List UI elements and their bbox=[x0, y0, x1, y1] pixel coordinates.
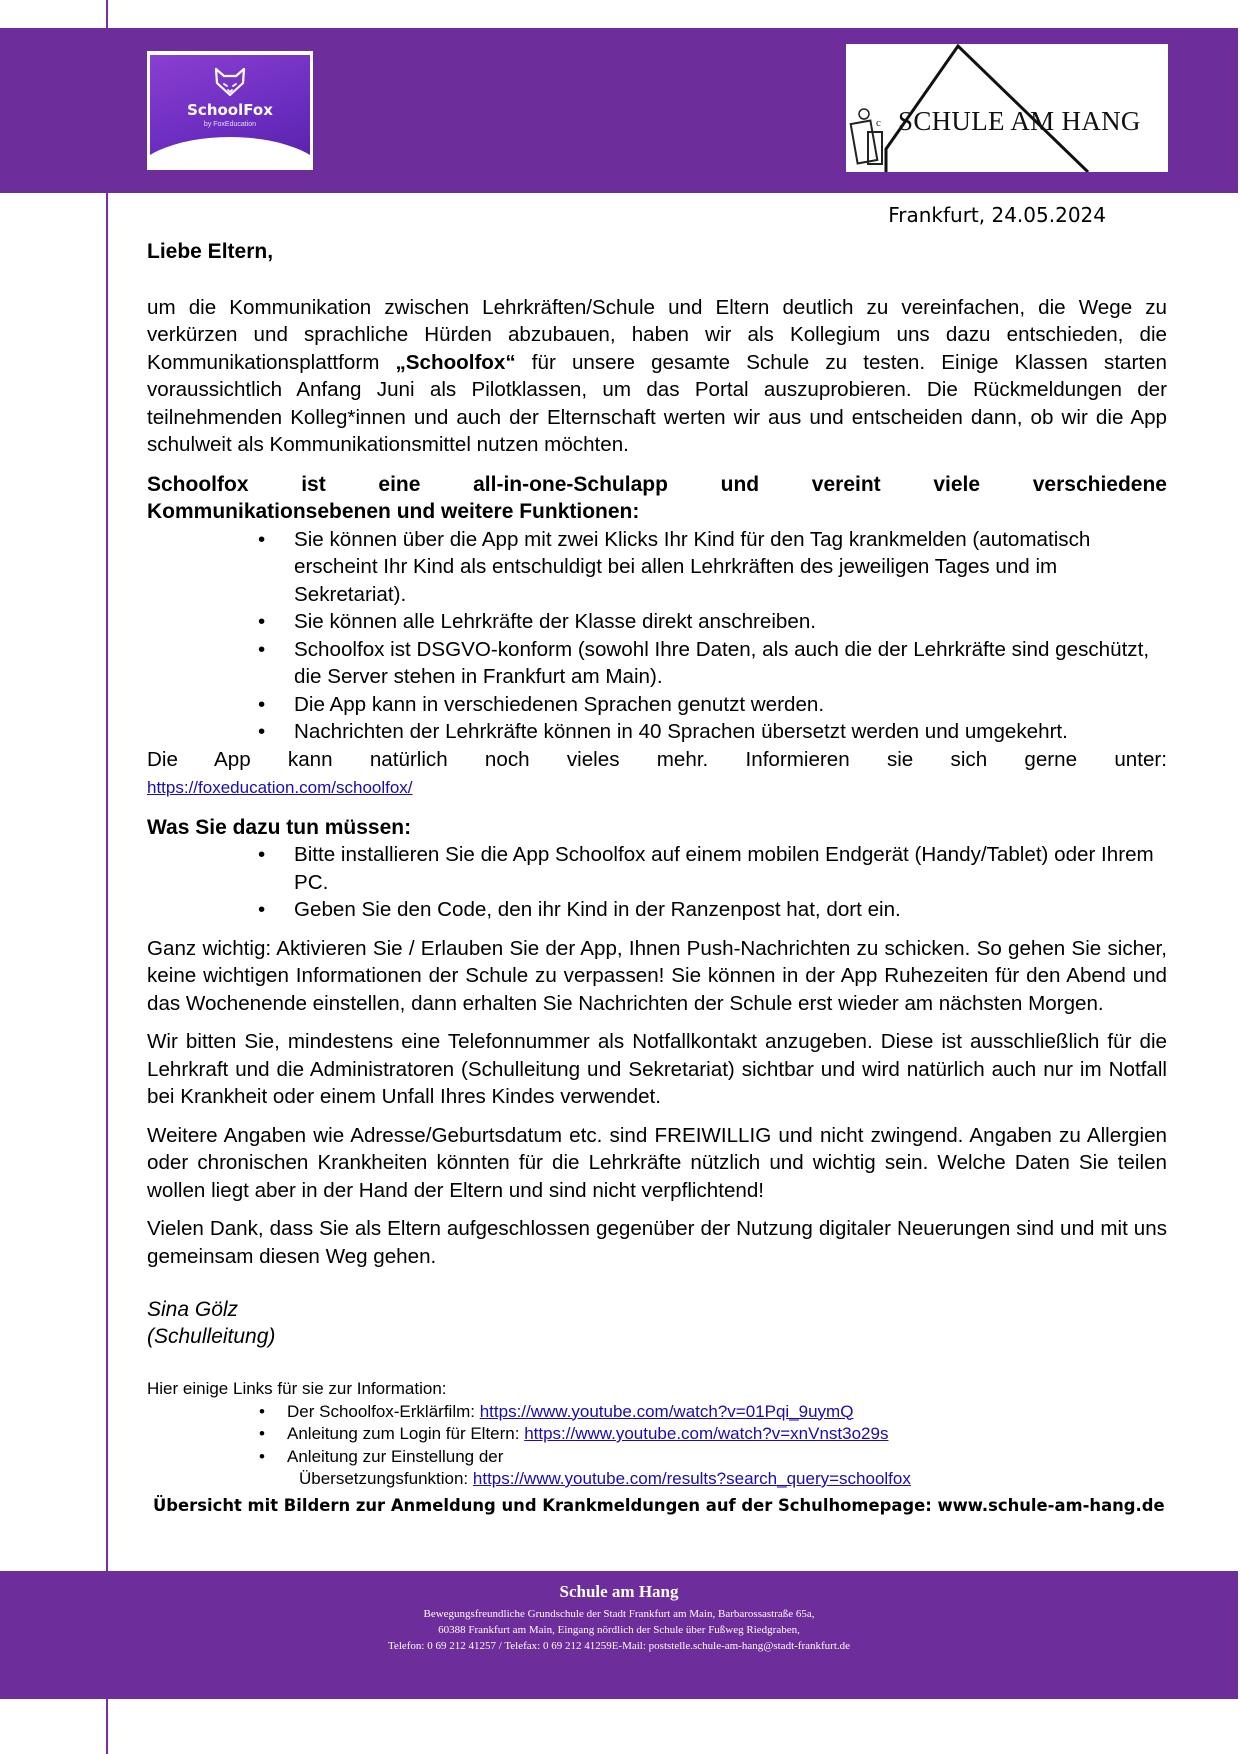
homepage-overview-note: Übersicht mit Bildern zur Anmeldung und Krankmeldungen auf der Schulhomepage: www.schule-am-hang.de bbox=[153, 1495, 1165, 1515]
schoolfox-tagline: by FoxEducation bbox=[203, 120, 257, 128]
fox-icon bbox=[213, 67, 247, 97]
features-heading: Schoolfox ist eine all-in-one-Schulapp und vereint viele verschiedene bbox=[147, 472, 1167, 496]
schoolfox-bold: „Schoolfox“ bbox=[395, 350, 516, 374]
footer-title: Schule am Hang bbox=[559, 1582, 679, 1601]
phone-paragraph: Wir bitten Sie, mindestens eine Telefonnummer als Notfallkontakt anzugeben. Diese ist ausschließlich für die Lehrkraft und die Administratoren (Schulleitung und Sekretariat) sichtbar und wird natürlich auch nur im Notfall bei Krankheit oder einem Unfall Ihres Kindes verwendet. bbox=[147, 1030, 1167, 1108]
footer-contact: Telefon: 0 69 212 41257 / Telefax: 0 69 212 41259E-Mail: poststelle.schule-am-hang@stadt-frankfurt.de bbox=[387, 1640, 851, 1652]
margin-line bbox=[106, 0, 108, 1754]
signature-role: (Schulleitung) bbox=[147, 1325, 276, 1348]
list-item: • Schoolfox ist DSGVO-konform (sowohl Ihre Daten, als auch die der Lehrkräfte sind geschützt, die Server stehen in Frankfurt am Main). bbox=[258, 637, 1150, 688]
list-item: • Anleitung zur Einstellung der Übersetzungsfunktion: https://www.youtube.com/results?search_query=schoolfox bbox=[259, 1446, 911, 1488]
links-list bbox=[147, 1401, 1167, 1491]
logo-wave bbox=[150, 137, 310, 167]
links-intro: Hier einige Links für sie zur Information: bbox=[147, 1379, 447, 1398]
features-heading-2: Kommunikationsebenen und weitere Funktionen: bbox=[147, 500, 640, 523]
list-item: • Bitte installieren Sie die App Schoolfox auf einem mobilen Endgerät (Handy/Tablet) oder Ihrem PC. bbox=[258, 843, 1154, 894]
list-item: • Anleitung zum Login für Eltern: https://www.youtube.com/watch?v=xnVnst3o29s bbox=[259, 1424, 889, 1443]
todo-list bbox=[147, 841, 1167, 924]
login-video-link[interactable]: https://www.youtube.com/watch?v=xnVnst3o29s bbox=[524, 1424, 889, 1443]
schoolfox-wordmark: SchoolFox bbox=[187, 100, 273, 119]
foxeducation-link[interactable]: https://foxeducation.com/schoolfox/ bbox=[147, 778, 413, 797]
footer-line: 60388 Frankfurt am Main, Eingang nördlich der Schule über Fußweg Riedgraben, bbox=[438, 1624, 800, 1636]
optional-data-paragraph: Weitere Angaben wie Adresse/Geburtsdatum etc. sind FREIWILLIG und nicht zwingend. Angaben zu Allergien oder chronischen Krankheiten könnten für die Lehrkräfte nützlich und wichtig sein. Welche Daten Sie teilen wollen liegt aber in der Hand der Eltern und sind nicht verpflichtend! bbox=[147, 1123, 1167, 1202]
more-info-text: Die App kann natürlich noch vieles mehr. Informieren sie sich gerne unter: bbox=[147, 747, 1167, 771]
greeting: Liebe Eltern, bbox=[147, 240, 274, 263]
features-list bbox=[147, 526, 1167, 746]
intro-paragraph: um die Kommunikation zwischen Lehrkräften/Schule und Eltern deutlich zu vereinfachen, die Wege zu verkürzen und sprachliche Hürden abzubauen, haben wir als Kollegium uns dazu entschieden, die Kommunikationsplattform „Schoolfox“ für unsere gesamte Schule zu testen. Einige Klassen starten voraussichtlich Anfang Juni als Pilotklassen, um das Portal auszuprobieren. Die Rückmeldungen der teilnehmenden Kolleg*innen und auch der Elternschaft werten wir aus und entscheiden dann, ob wir die App schulweit als Kommunikationsmittel nutzen möchten. bbox=[147, 295, 1167, 456]
signature bbox=[147, 1296, 1167, 1350]
footer bbox=[0, 1571, 1238, 1699]
thanks-paragraph: Vielen Dank, dass Sie als Eltern aufgeschlossen gegenüber der Nutzung digitaler Neuerungen sind und mit uns gemeinsam diesen Weg gehen. bbox=[147, 1217, 1167, 1268]
todo-heading: Was Sie dazu tun müssen: bbox=[147, 815, 412, 839]
list-item: • Geben Sie den Code, den ihr Kind in der Ranzenpost hat, dort ein. bbox=[258, 898, 901, 921]
svg-text:c: c bbox=[876, 117, 881, 129]
list-item: • Sie können alle Lehrkräfte der Klasse direkt anschreiben. bbox=[258, 610, 817, 633]
footer-line: Bewegungsfreundliche Grundschule der Stadt Frankfurt am Main, Barbarossastraße 65a, bbox=[423, 1608, 815, 1620]
translation-video-link[interactable]: https://www.youtube.com/results?search_query=schoolfox bbox=[472, 1469, 911, 1488]
list-item: • Die App kann in verschiedenen Sprachen genutzt werden. bbox=[258, 692, 825, 716]
schule-am-hang-logo bbox=[846, 44, 1168, 172]
signature-name: Sina Gölz bbox=[147, 1298, 239, 1321]
letter-body bbox=[147, 234, 1167, 1517]
list-item: • Nachrichten der Lehrkräfte können in 40 Sprachen übersetzt werden und umgekehrt. bbox=[258, 720, 1068, 743]
letter-date: Frankfurt, 24.05.2024 bbox=[888, 203, 1106, 227]
schule-am-hang-wordmark: SCHULE AM HANG bbox=[898, 106, 1141, 136]
list-item: • Sie können über die App mit zwei Klicks Ihr Kind für den Tag krankmelden (automatisch erscheint Ihr Kind als entschuldigt bei allen Lehrkräften des jeweiligen Tages und im Sekretariat). bbox=[258, 527, 1091, 606]
list-item: • Der Schoolfox-Erklärfilm: https://www.youtube.com/watch?v=01Pqi_9uymQ bbox=[259, 1401, 854, 1421]
links-section bbox=[147, 1378, 1167, 1517]
push-paragraph: Ganz wichtig: Aktivieren Sie / Erlauben Sie der App, Ihnen Push-Nachrichten zu schicken. So gehen Sie sicher, keine wichtigen Informationen der Schule zu verpassen! Sie können in der App Ruhezeiten für den Abend und das Wochenende einstellen, dann erhalten Sie Nachrichten der Schule erst wieder am nächsten Morgen. bbox=[147, 936, 1167, 1015]
schoolfox-logo bbox=[147, 51, 313, 170]
explainer-video-link[interactable]: https://www.youtube.com/watch?v=01Pqi_9uymQ bbox=[479, 1401, 854, 1421]
